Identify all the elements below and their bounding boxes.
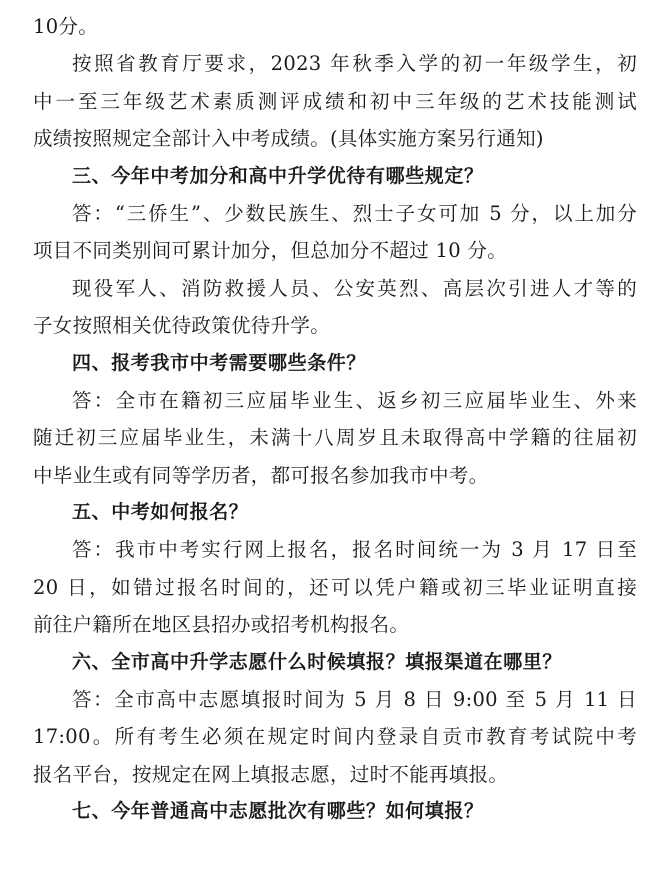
body-text-line: 项目不同类别间可累计加分，但总加分不超过 10 分。 — [33, 239, 508, 263]
body-text-line: 中毕业生或有同等学历者，都可报名参加我市中考。 — [33, 463, 489, 487]
body-text-line: 20 日，如错过报名时间的，还可以凭户籍或初三毕业证明直接 — [33, 575, 637, 599]
body-text-line: 10分。 — [33, 15, 99, 38]
body-text-line: 现役军人、消防救援人员、公安英烈、高层次引进人才等的 — [72, 276, 637, 300]
body-text-line: 17:00。所有考生必须在规定时间内登录自贡市教育考试院中考 — [33, 725, 637, 749]
body-text-line: 答：“三侨生”、少数民族生、烈士子女可加 5 分，以上加分 — [72, 201, 637, 225]
body-text-line: 报名平台，按规定在网上填报志愿，过时不能再填报。 — [33, 762, 509, 786]
body-text-line: 中一至三年级艺术素质测评成绩和初中三年级的艺术技能测试 — [33, 89, 637, 113]
body-text-line: 子女按照相关优待政策优待升学。 — [33, 314, 331, 338]
section-heading: 四、报考我市中考需要哪些条件？ — [72, 351, 367, 374]
section-heading: 七、今年普通高中志愿批次有哪些？如何填报？ — [72, 800, 484, 823]
body-text-line: 前往户籍所在地区县招办或招考机构报名。 — [33, 613, 410, 637]
section-heading: 五、中考如何报名？ — [72, 501, 249, 524]
body-text-line: 按照省教育厅要求，2023 年秋季入学的初一年级学生，初 — [72, 52, 637, 76]
body-text-line: 随迁初三应届毕业生，未满十八周岁且未取得高中学籍的往届初 — [33, 426, 637, 450]
body-text-line: 答：全市在籍初三应届毕业生、返乡初三应届毕业生、外来 — [72, 388, 637, 412]
section-heading: 三、今年中考加分和高中升学优待有哪些规定？ — [72, 164, 484, 187]
section-heading: 六、全市高中升学志愿什么时候填报？填报渠道在哪里？ — [72, 650, 563, 673]
body-text-line: 答：我市中考实行网上报名，报名时间统一为 3 月 17 日至 — [72, 538, 637, 562]
body-text-line: 答：全市高中志愿填报时间为 5 月 8 日 9:00 至 5 月 11 日 — [72, 688, 637, 712]
body-text-line: 成绩按照规定全部计入中考成绩。(具体实施方案另行通知) — [33, 127, 544, 151]
